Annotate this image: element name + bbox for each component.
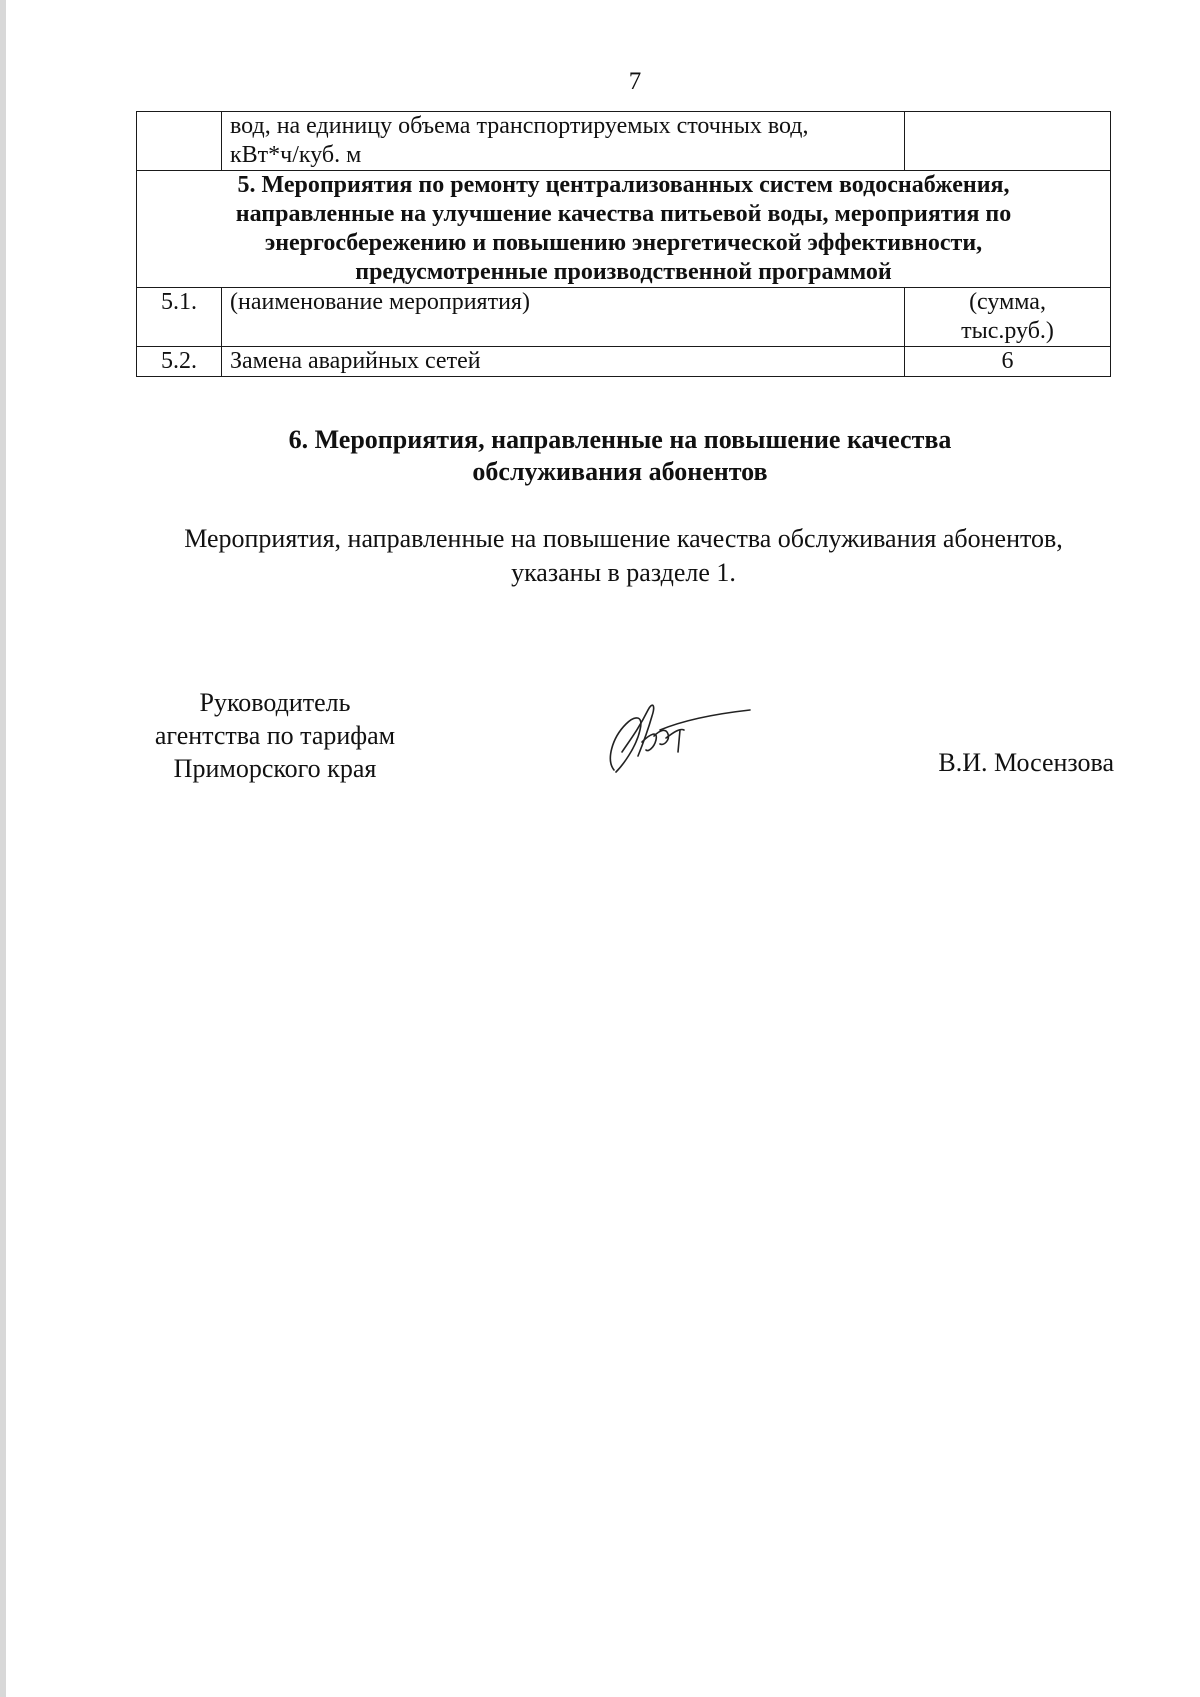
handwritten-signature [604,690,754,780]
table-cell-name: (наименование мероприятия) [222,288,905,347]
signatory-position [130,686,420,785]
table-cell-num [137,112,222,171]
body-line: указаны в разделе 1. [511,558,736,587]
table-cell-value: 6 [905,347,1111,377]
table-section-header-row [137,171,1111,288]
header-line: энергосбережению и повышению энергетической эффективности, [264,230,983,256]
section-6-title [130,424,1110,488]
table-cell-name: Замена аварийных сетей [222,347,905,377]
measures-table [136,111,1111,377]
title-line: обслуживания абонентов [472,457,768,486]
signer-name: В.И. Мосензова [938,748,1114,777]
section-6-body [136,522,1111,590]
table-row [137,112,1111,171]
table-cell-num: 5.2. [137,347,222,377]
header-line: 5. Мероприятия по ремонту централизованных систем водоснабжения, [237,172,1010,198]
position-line: агентства по тарифам [154,721,396,750]
table-row [137,288,1111,347]
header-line: направленные на улучшение качества питьевой воды, мероприятия по [235,201,1012,227]
cell-text-line: тыс.руб.) [961,318,1054,344]
cell-text-line: (сумма, [969,289,1046,315]
table-cell-value [905,288,1111,347]
table-row [137,347,1111,377]
position-line: Приморского края [173,754,377,783]
section-5-header [137,171,1111,288]
header-line: предусмотренные производственной программой [355,259,892,285]
table-cell-name [222,112,905,171]
page-number: 7 [628,68,642,95]
page-edge [0,0,6,1697]
body-line: Мероприятия, направленные на повышение качества обслуживания абонентов, [184,524,1063,553]
cell-text-line: вод, на единицу объема транспортируемых сточных вод, [230,113,809,139]
title-line: 6. Мероприятия, направленные на повышение качества [288,425,952,454]
table-cell-value [905,112,1111,171]
cell-text-line: кВт*ч/куб. м [230,142,362,168]
table-cell-num: 5.1. [137,288,222,347]
position-line: Руководитель [199,688,351,717]
